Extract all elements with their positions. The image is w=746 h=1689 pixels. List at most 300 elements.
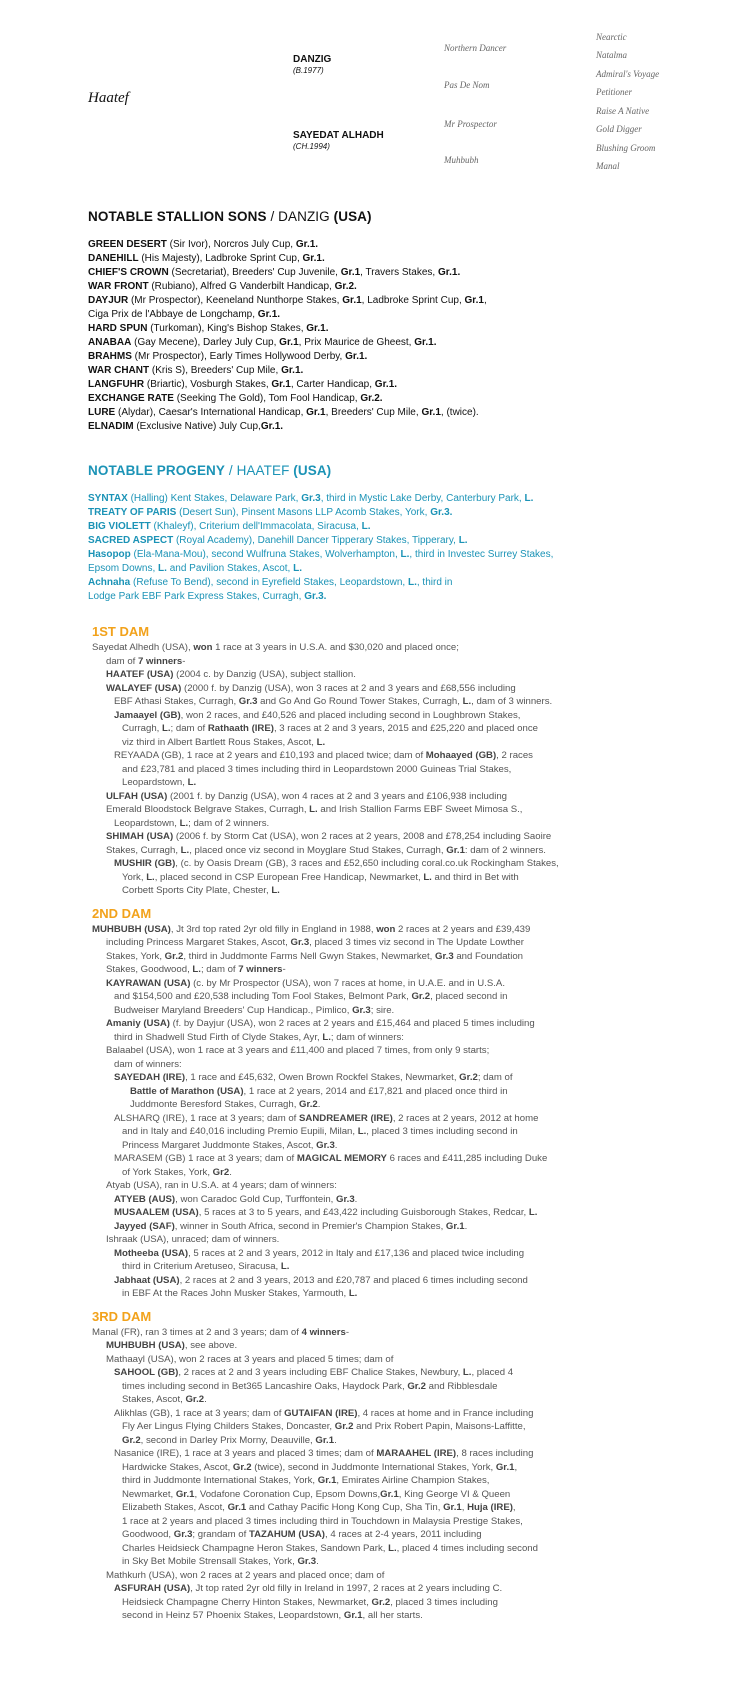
bold-text: SACRED ASPECT <box>88 535 174 546</box>
bold-text: Gr.1. <box>257 309 281 320</box>
dam-family-row <box>92 990 732 1004</box>
line-text: and Cathay Pacific Hong Kong Cup, Sha Tin, <box>246 1502 444 1513</box>
line-text: , 1 race and £45,632, Owen Brown Rockfel Stakes, Newmarket, <box>185 1072 460 1083</box>
dam-family-row <box>92 1393 732 1407</box>
great-grandparent: Gold Digger <box>596 124 642 134</box>
line-text: , <box>514 1461 518 1473</box>
stallion-son-row <box>88 350 728 364</box>
bold-text: Gr.3. <box>430 507 453 518</box>
stallion-sons-list <box>88 238 728 434</box>
line-text: in EBF At the Races John Musker Stakes, Yarmouth, <box>122 1288 349 1299</box>
bold-text: won <box>376 923 396 935</box>
bold-text: L. <box>458 535 468 546</box>
bold-text: Gr.1 <box>271 379 291 390</box>
line-text: , 4 races at 2-4 years, 2011 including <box>324 1529 482 1540</box>
line-text: - <box>282 964 286 975</box>
line-text: (Secretariat), Breeders' Cup Juvenile, <box>168 267 341 278</box>
line-text: REYAADA (GB), 1 race at 2 years and £10,193 and placed twice; dam of <box>114 750 426 761</box>
bold-text: Gr.1 <box>342 295 362 306</box>
dam-family-row <box>92 871 732 885</box>
dam-family-row <box>92 1112 732 1126</box>
line-text: , 4 races at home and in France including <box>357 1407 534 1419</box>
line-text: (His Majesty), Ladbroke Sprint Cup, <box>138 253 303 264</box>
dam-family-row <box>92 1339 732 1353</box>
line-text: MARASEM (GB) 1 race at 3 years; dam of <box>114 1153 297 1164</box>
bold-text: L. <box>192 964 201 975</box>
bold-text: L. <box>423 871 432 883</box>
line-text: , 3 races at 2 and 3 years, 2015 and £25,220 and placed once <box>273 723 538 734</box>
line-text: and third in Bet with <box>431 871 519 883</box>
bold-text: L. <box>180 844 190 856</box>
line-text: Hardwicke Stakes, Ascot, <box>122 1461 233 1473</box>
bold-text: Gr.1 <box>495 1461 515 1473</box>
stallion-son-row <box>88 280 728 294</box>
bold-text: Gr.1 <box>343 1610 363 1621</box>
line-text: , Jt 3rd top rated 2yr old filly in England in 1988, <box>170 923 377 935</box>
line-text: , third in Juddmonte Farms Nell Gwyn Stakes, Newmarket, <box>183 950 435 962</box>
bold-text: Gr.1 <box>446 844 465 856</box>
dam-family-row <box>92 977 732 991</box>
bold-text: MAGICAL MEMORY <box>296 1153 387 1164</box>
bold-text: ELNADIM <box>88 421 134 432</box>
bold-text: Gr.2 <box>411 991 431 1002</box>
line-text: Juddmonte Beresford Stakes, Curragh, <box>130 1099 300 1110</box>
great-grandparent: Admiral's Voyage <box>596 69 660 79</box>
line-text: , 2 races at 2 years, 2012 at home <box>392 1112 539 1124</box>
progeny-row <box>88 548 728 562</box>
bold-text: Gr.1 <box>306 407 326 418</box>
line-text: Ciga Prix de l'Abbaye de Longchamp, <box>88 309 258 320</box>
line-text: Newmarket, <box>122 1488 176 1500</box>
line-text: York, <box>122 871 147 883</box>
bold-text: MUSHIR (GB) <box>114 858 176 869</box>
line-text: , Carter Handicap, <box>290 379 375 390</box>
line-text: Curragh, <box>122 723 162 734</box>
line-text: 1 race at 2 years and placed 3 times including third in Touchdown in Malaysia Prestige Stakes, <box>122 1515 523 1527</box>
line-text: , 8 races including <box>456 1448 534 1459</box>
bold-text: Gr.1 <box>445 1220 465 1232</box>
notable-progeny-title: NOTABLE PROGENY / HAATEF (USA) <box>88 463 332 478</box>
bold-text: L. <box>357 1126 367 1137</box>
bold-text: LURE <box>88 407 116 418</box>
line-text: (2006 f. by Storm Cat (USA), won 2 races at 2 years, 2008 and £78,254 including Saoire <box>173 831 552 842</box>
bold-text: Gr.1 <box>227 1502 247 1513</box>
bold-text: L. <box>462 1367 472 1378</box>
progeny-row <box>88 534 728 548</box>
bold-text: Gr.3 <box>316 1139 335 1151</box>
dam-family-row <box>92 1220 732 1234</box>
stallion-son-row <box>88 406 728 420</box>
line-text: , <box>461 1502 468 1513</box>
bold-text: Gr.1. <box>437 267 461 278</box>
bold-text: Amaniy (USA) <box>106 1018 170 1029</box>
line-text: , placed once viz second in Moyglare Stud Stakes, Curragh, <box>189 844 447 856</box>
progeny-row <box>88 576 728 590</box>
bold-text: DANEHILL <box>88 253 139 264</box>
dam-family-row <box>92 1542 732 1556</box>
line-text: dam of winners: <box>114 1058 182 1070</box>
line-text: Elizabeth Stakes, Ascot, <box>122 1502 228 1513</box>
dam-family-row <box>92 1366 732 1380</box>
dam-family-row <box>92 1353 732 1367</box>
dam-family-row <box>92 1609 732 1623</box>
line-text: Mathaayl (USA), won 2 races at 3 years and placed 5 times; dam of <box>106 1353 394 1365</box>
line-text: Balaabel (USA), won 1 race at 3 years and £11,400 and placed 7 times, from only 9 starts; <box>106 1045 490 1056</box>
bold-text: Gr.2 <box>407 1380 426 1392</box>
dam-info: (CH.1994) <box>293 142 330 151</box>
bold-text: Gr.1 <box>421 407 441 418</box>
dam-family-row <box>92 1179 732 1193</box>
line-text: third in Juddmonte International Stakes, York, <box>122 1475 318 1486</box>
line-text: Budweiser Maryland Breeders' Cup Handicap., Pimlico, <box>114 1004 353 1016</box>
line-text: . <box>204 1394 207 1405</box>
bold-text: Gr.1 <box>279 337 299 348</box>
bold-text: L. <box>462 696 472 707</box>
line-text: ; dam of <box>170 723 208 734</box>
line-text: , Breeders' Cup Mile, <box>325 407 422 418</box>
great-grandparent: Petitioner <box>596 87 632 97</box>
line-text: : dam of 2 winners. <box>464 844 546 856</box>
bold-text: L. <box>316 736 326 748</box>
bold-text: Gr.3 <box>297 1556 317 1567</box>
line-text: , Ladbroke Sprint Cup, <box>361 295 465 306</box>
dam-family-row <box>92 1461 732 1475</box>
bold-text: Hasopop <box>88 549 131 560</box>
line-text: , placed 3 times including <box>390 1596 498 1608</box>
bold-text: Gr2 <box>212 1166 230 1178</box>
dam-family-row <box>92 1031 732 1045</box>
dam-family-row <box>92 936 732 950</box>
bold-text: L. <box>524 493 534 504</box>
dam-family-row <box>92 1044 732 1058</box>
bold-text: L. <box>361 521 371 532</box>
line-text: ; dam of winners: <box>330 1031 404 1043</box>
bold-text: Gr.1 <box>464 295 484 306</box>
line-text: , 5 races at 3 to 5 years, and £43,422 including Guisborough Stakes, Redcar, <box>198 1207 529 1218</box>
dam-family-row <box>92 1166 732 1180</box>
sire-name: DANZIG (B.1977) <box>293 54 332 75</box>
bold-text: Motheeba (USA) <box>114 1247 189 1259</box>
sire-info: (B.1977) <box>293 66 324 75</box>
line-text: viz third in Albert Bartlett Rous Stakes, Ascot, <box>122 736 317 748</box>
line-text: , Prix Maurice de Gheest, <box>298 337 415 348</box>
line-text: , 2 races at 2 and 3 years, 2013 and £20,787 and placed 6 times including second <box>179 1274 528 1286</box>
bold-text: Gr.1 <box>315 1434 335 1446</box>
grandsire-2: Mr Prospector <box>444 119 497 129</box>
bold-text: MUSAALEM (USA) <box>114 1207 199 1218</box>
line-text: , 2 races <box>496 750 533 761</box>
dam-family-row <box>92 1247 732 1261</box>
line-text: (Kris S), Breeders' Cup Mile, <box>149 365 282 376</box>
line-text: (2001 f. by Danzig (USA), won 4 races at 2 and 3 years and £106,938 including <box>167 790 508 802</box>
line-text: (Mr Prospector), Keeneland Nunthorpe Stakes, <box>128 295 343 306</box>
line-text: Stakes, Goodwood, <box>106 964 193 975</box>
bold-text: ANABAA <box>88 337 132 348</box>
line-text: , 2 races at 2 and 3 years including EBF Chalice Stakes, Newbury, <box>178 1367 463 1378</box>
bold-text: L. <box>400 549 410 560</box>
dam-family-row <box>92 655 732 669</box>
bold-text: TREATY OF PARIS <box>88 507 177 518</box>
line-text: and Irish Stallion Farms EBF Sweet Mimosa S., <box>317 804 523 815</box>
bold-text: L. <box>293 563 302 574</box>
great-grandparent: Nearctic <box>596 32 627 42</box>
line-text: Atyab (USA), ran in U.S.A. at 4 years; dam of winners: <box>106 1180 337 1191</box>
great-grandparent: Natalma <box>596 50 628 60</box>
line-text: (Ela-Mana-Mou), second Wulfruna Stakes, Wolverhampton, <box>130 549 401 560</box>
line-text: Fly Aer Lingus Flying Childers Stakes, Doncaster, <box>122 1421 335 1432</box>
line-text: 6 races and £411,285 including Duke <box>386 1153 548 1164</box>
dam-family-row <box>92 1233 732 1247</box>
line-text: , placed 4 times including second <box>396 1542 538 1554</box>
stallion-son-row <box>88 252 728 266</box>
bold-text: L. <box>158 563 167 574</box>
line-text: and Prix Robert Papin, Maisons-Laffitte, <box>353 1421 526 1432</box>
stallion-son-row <box>88 364 728 378</box>
dam-family-row <box>92 1274 732 1288</box>
dam-family-row <box>92 1206 732 1220</box>
dam-family-row <box>92 790 732 804</box>
dam-family-row <box>92 1004 732 1018</box>
bold-text: 7 winners <box>238 964 283 975</box>
line-text: . <box>317 1099 321 1110</box>
line-text: , third in Mystic Lake Derby, Canterbury Park, <box>320 493 525 504</box>
bold-text: Gr.2 <box>164 950 184 962</box>
great-grandparent: Manal <box>596 161 620 171</box>
dam-family-row <box>92 1017 732 1031</box>
line-text: Leopardstown, <box>122 777 188 788</box>
line-text: (Mr Prospector), Early Times Hollywood Derby, <box>131 351 346 362</box>
dam-family-row <box>92 1380 732 1394</box>
dam-family-row <box>92 668 732 682</box>
line-text: . <box>229 1166 232 1178</box>
line-text: and Foundation <box>453 950 524 962</box>
line-text: . <box>334 1139 338 1151</box>
bold-text: Achnaha <box>88 577 131 588</box>
dam-family-row <box>92 1528 732 1542</box>
bold-text: Gr.3 <box>352 1004 371 1016</box>
line-text: of York Stakes, York, <box>122 1166 213 1178</box>
dam-family-row <box>92 1515 732 1529</box>
bold-text: Rathaath (IRE) <box>207 723 274 734</box>
bold-text: Gr.2 <box>459 1072 478 1083</box>
bold-text: L. <box>280 1261 290 1272</box>
bold-text: L. <box>162 723 171 734</box>
line-text: Heidsieck Champagne Cherry Hinton Stakes, Newmarket, <box>122 1596 372 1608</box>
line-text: Alikhlas (GB), 1 race at 3 years; dam of <box>114 1407 285 1419</box>
line-text: and in Italy and £40,016 including Premio Eupili, Milan, <box>122 1126 358 1137</box>
bold-text: Gr.2 <box>185 1394 205 1405</box>
bold-text: Gr.2. <box>334 281 357 292</box>
line-text: (Seeking The Gold), Tom Fool Handicap, <box>173 393 361 404</box>
bold-text: Gr.3 <box>290 937 310 948</box>
bold-text: WAR CHANT <box>88 365 150 376</box>
line-text: (Turkoman), King's Bishop Stakes, <box>147 323 307 334</box>
bold-text: L. <box>407 577 417 588</box>
line-text: (2000 f. by Danzig (USA), won 3 races at 2 and 3 years and £68,556 including <box>181 682 516 694</box>
stallion-son-row <box>88 308 728 322</box>
line-text: and Ribblesdale <box>425 1380 498 1392</box>
bold-text: ASFURAH (USA) <box>114 1583 191 1594</box>
bold-text: Gr.1 <box>175 1488 195 1500</box>
granddam-2: Muhbubh <box>444 155 479 165</box>
bold-text: Gr.1 <box>443 1502 462 1513</box>
stallion-son-row <box>88 322 728 336</box>
bold-text: MUHBUBH (USA) <box>106 1340 185 1351</box>
line-text: (Exclusive Native) July Cup, <box>133 421 261 432</box>
line-text: . <box>354 1193 358 1205</box>
line-text: Nasanice (IRE), 1 race at 3 years and placed 3 times; dam of <box>114 1448 377 1459</box>
bold-text: Jamaayel (GB) <box>114 709 181 721</box>
progeny-row <box>88 492 728 506</box>
dam-name: SAYEDAT ALHADH (CH.1994) <box>293 130 384 151</box>
bold-text: CHIEF'S CROWN <box>88 267 169 278</box>
dam-family-row <box>92 1326 732 1340</box>
line-text: Stakes, Curragh, <box>106 844 181 856</box>
line-text: (twice), second in Juddmonte International Stakes, York, <box>251 1461 496 1473</box>
bold-text: Gr.1. <box>374 379 398 390</box>
dam-family-row <box>92 950 732 964</box>
bold-text: Gr.1. <box>295 239 319 250</box>
bold-text: Gr.1 <box>317 1475 337 1486</box>
bold-text: MARAAHEL (IRE) <box>376 1448 457 1459</box>
line-text: in Sky Bet Mobile Strensall Stakes, York, <box>122 1556 298 1567</box>
bold-text: Gr.3 <box>238 696 258 707</box>
dam-heading: 2ND DAM <box>92 905 152 921</box>
line-text: - <box>182 655 186 667</box>
dam-family-row <box>92 709 732 723</box>
dam-heading: 3RD DAM <box>92 1308 152 1324</box>
great-grandparent: Raise A Native <box>596 106 650 116</box>
bold-text: GREEN DESERT <box>88 239 167 250</box>
bold-text: L. <box>528 1207 538 1218</box>
line-text: , placed 4 <box>471 1367 514 1378</box>
line-text: , see above. <box>184 1340 238 1351</box>
line-text: Princess Margaret Juddmonte Stakes, Ascot, <box>122 1139 317 1151</box>
line-text: Ishraak (USA), unraced; dam of winners. <box>106 1234 280 1245</box>
line-text: , won 2 races, and £40,526 and placed including second in Loughbrown Stakes, <box>180 709 521 721</box>
dam-family-row <box>92 1193 732 1207</box>
line-text: Goodwood, <box>122 1529 174 1540</box>
stallion-son-row <box>88 392 728 406</box>
dam-family-row <box>92 1098 732 1112</box>
line-text: Corbett Sports City Plate, Chester, <box>122 885 272 896</box>
line-text: , (twice). <box>440 407 479 418</box>
line-text: . <box>316 1556 319 1567</box>
line-text: Leopardstown, <box>114 817 180 829</box>
dam-family-row <box>92 749 732 763</box>
line-text: including Princess Margaret Stakes, Ascot, <box>106 937 291 948</box>
dam-family-row <box>92 776 732 790</box>
granddam-1: Pas De Nom <box>444 80 490 90</box>
line-text: , Travers Stakes, <box>360 267 438 278</box>
line-text: , won Caradoc Gold Cup, Turffontein, <box>175 1193 336 1205</box>
pedigree-chart <box>0 0 746 190</box>
stallion-son-row <box>88 378 728 392</box>
dam-family-row <box>92 1447 732 1461</box>
dam-family-row <box>92 1582 732 1596</box>
line-text: times including second in Bet365 Lancashire Oaks, Haydock Park, <box>122 1380 408 1392</box>
progeny-row <box>88 590 728 604</box>
bold-text: Gr.3 <box>435 950 454 962</box>
stallion-son-row <box>88 420 728 434</box>
grandsire-1: Northern Dancer <box>444 43 507 53</box>
dam-family-row <box>92 884 732 898</box>
bold-text: Gr.1 <box>340 267 361 278</box>
line-text: (Rubiano), Alfred G Vanderbilt Handicap, <box>148 281 335 292</box>
dam-family-row <box>92 722 732 736</box>
dam-family-row <box>92 1555 732 1569</box>
bold-text: Gr.1. <box>302 253 325 264</box>
line-text: , Vodafone Coronation Cup, Epsom Downs, <box>194 1488 381 1500</box>
bold-text: L. <box>309 804 318 815</box>
bold-text: Gr.3 <box>301 493 321 504</box>
bold-text: BRAHMS <box>88 351 132 362</box>
dam-family-row <box>92 963 732 977</box>
dam-family-row <box>92 1152 732 1166</box>
line-text: ; dam of <box>477 1072 513 1083</box>
stallion-son-row <box>88 336 728 350</box>
dam-family-row <box>92 857 732 871</box>
dam-family-row <box>92 1058 732 1072</box>
bold-text: won <box>193 642 213 653</box>
bold-text: Battle of Marathon (USA) <box>130 1085 244 1097</box>
line-text: , <box>483 295 487 306</box>
line-text: (Desert Sun), Pinsent Masons LLP Acomb Stakes, York, <box>176 507 431 518</box>
bold-text: WAR FRONT <box>88 281 149 292</box>
bold-text: Gr.3 <box>336 1193 355 1205</box>
line-text: - <box>345 1326 350 1338</box>
line-text: third in Shadwell Stud Firth of Clyde Stakes, Ayr, <box>114 1031 323 1043</box>
line-text: and Pavilion Stakes, Ascot, <box>166 563 294 574</box>
dam-family-row <box>92 1071 732 1085</box>
dam-family-row <box>92 923 732 937</box>
line-text: , winner in South Africa, second in Premier's Champion Stakes, <box>174 1220 446 1232</box>
line-text: second in Heinz 57 Phoenix Stakes, Leopardstown, <box>122 1610 344 1621</box>
bold-text: GUTAIFAN (IRE) <box>284 1407 358 1419</box>
notable-progeny-list <box>88 492 728 604</box>
line-text: Stakes, Ascot, <box>122 1394 186 1405</box>
line-text: ; sire. <box>370 1004 395 1016</box>
dam-family-row <box>92 1596 732 1610</box>
bold-text: HARD SPUN <box>88 323 148 334</box>
notable-progeny-section <box>88 463 728 604</box>
section-gap <box>92 898 732 906</box>
dam-family-row <box>92 1488 732 1502</box>
bold-text: Jabhaat (USA) <box>114 1274 180 1286</box>
line-text: , King George VI & Queen <box>398 1488 511 1500</box>
line-text: , third in Investec Surrey Stakes, <box>409 549 554 560</box>
line-text: . <box>464 1220 468 1232</box>
bold-text: TAZAHUM (USA) <box>248 1529 325 1540</box>
line-text: , placed 3 times viz second in The Update Lowther <box>309 937 524 948</box>
line-text: (Briartic), Vosburgh Stakes, <box>144 379 272 390</box>
dam-family-row <box>92 1501 732 1515</box>
female-family-section <box>92 624 732 1623</box>
line-text: , 1 race at 2 years, 2014 and £17,821 and placed once third in <box>243 1085 508 1097</box>
line-text: 2 races at 2 years and £39,439 <box>395 923 531 935</box>
stallion-sons-section <box>88 209 728 434</box>
bold-text: Gr.1. <box>345 351 368 362</box>
bold-text: Gr.2 <box>299 1099 318 1110</box>
line-text: Manal (FR), ran 3 times at 2 and 3 years; dam of <box>92 1326 302 1338</box>
line-text: , (c. by Oasis Dream (GB), 3 races and £52,650 including coral.co.uk Rockingham Stakes, <box>175 858 559 869</box>
line-text: , placed second in <box>430 991 508 1002</box>
progeny-row <box>88 520 728 534</box>
line-text: Charles Heidsieck Champagne Heron Stakes, Sandown Park, <box>122 1542 389 1554</box>
line-text: third in Criterium Aretuseo, Siracusa, <box>122 1261 281 1272</box>
bold-text: Gr.3 <box>173 1529 193 1540</box>
line-text: Epsom Downs, <box>88 563 159 574</box>
